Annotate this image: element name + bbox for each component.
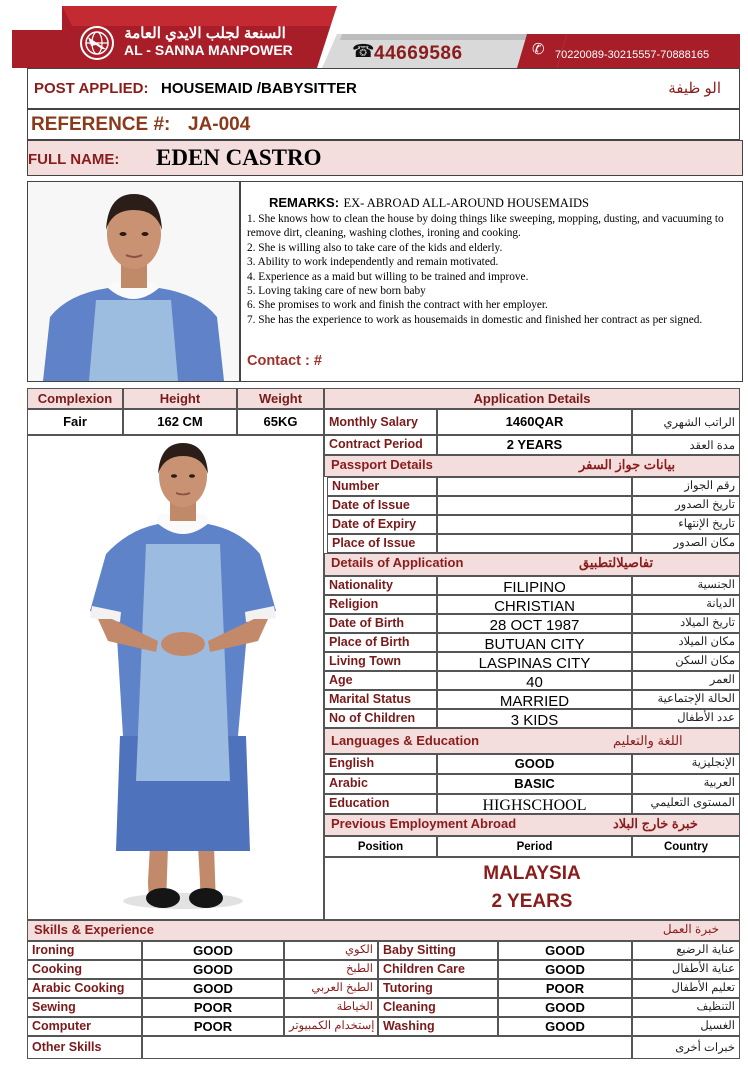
passport-expiry-value: [437, 515, 632, 534]
applicant-photo-headshot: [28, 182, 239, 381]
nationality-value: FILIPINO: [437, 576, 632, 595]
skill-children-care-label: Children Care: [378, 960, 498, 979]
passport-expiry-ar: تاريخ الإنتهاء: [632, 515, 740, 534]
employment-period-header: Period: [437, 836, 632, 857]
skill-computer-ar: إستخدام الكمبيوتر: [284, 1017, 378, 1036]
nationality-ar: الجنسية: [632, 576, 740, 595]
skill-babysitting-value: GOOD: [498, 941, 632, 960]
phone-icon: ☎: [352, 41, 375, 61]
skill-sewing-label: Sewing: [27, 998, 142, 1017]
reference-row: [27, 109, 740, 140]
salary-label: Monthly Salary: [324, 409, 437, 435]
skill-sewing-ar: الخياطة: [284, 998, 378, 1017]
passport-number-ar: رقم الجواز: [632, 477, 740, 496]
other-skills-label: Other Skills: [27, 1036, 142, 1059]
dob-ar: تاريخ الميلاد: [632, 614, 740, 633]
photo-frame-small: [27, 181, 240, 382]
pob-label: Place of Birth: [324, 633, 437, 652]
skill-arabic-cooking-label: Arabic Cooking: [27, 979, 142, 998]
weight-header: Weight: [237, 388, 324, 409]
remark-item: 7. She has the experience to work as housemaids in domestic and finished her contract as per signed.: [247, 313, 703, 326]
employment-period: 2 YEARS: [491, 891, 573, 912]
company-name-ar: السنعة لجلب الايدي العامة: [124, 25, 286, 42]
english-value: GOOD: [437, 754, 632, 774]
applicant-photo-fullbody: [28, 436, 323, 919]
skills-title: Skills & Experience: [34, 922, 154, 937]
employment-title: Previous Employment Abroad: [331, 816, 517, 831]
height-value: 162 CM: [123, 409, 237, 435]
passport-section-header: [324, 455, 740, 477]
living-town-value: LASPINAS CITY: [437, 652, 632, 671]
marital-ar: الحالة الإجتماعية: [632, 690, 740, 709]
employment-section-header: [324, 814, 740, 836]
skill-washing-value: GOOD: [498, 1017, 632, 1036]
education-value: HIGHSCHOOL: [437, 794, 632, 814]
contract-label: Contract Period: [324, 435, 437, 455]
employment-position-header: Position: [324, 836, 437, 857]
employment-country: MALAYSIA: [483, 863, 581, 884]
remark-item: 2. She is willing also to take care of the kids and elderly.: [247, 241, 503, 254]
skills-title-ar: خبرة العمل: [662, 922, 719, 936]
reference-value: JA-004: [188, 114, 251, 135]
age-ar: العمر: [632, 671, 740, 690]
skill-cooking-ar: الطبخ: [284, 960, 378, 979]
remark-item: 3. Ability to work independently and remain motivated.: [247, 256, 499, 269]
contract-label-ar: مدة العقد: [632, 435, 740, 455]
post-row: [27, 68, 740, 109]
religion-label: Religion: [324, 595, 437, 614]
skill-babysitting-ar: عناية الرضيع: [632, 941, 740, 960]
pob-value: BUTUAN CITY: [437, 633, 632, 652]
details-title: Details of Application: [331, 555, 464, 570]
passport-title: Passport Details: [331, 457, 433, 472]
skill-washing-ar: الغسيل: [632, 1017, 740, 1036]
arabic-label: Arabic: [324, 774, 437, 794]
religion-ar: الديانة: [632, 595, 740, 614]
globe-plane-icon: [82, 28, 112, 58]
complexion-value: Fair: [27, 409, 123, 435]
living-town-ar: مكان السكن: [632, 652, 740, 671]
remark-item: 1. She knows how to clean the house by doing things like sweeping, mopping, dusting, and vacuuming to remove dirt, cleaning, washing clothes, ironing and cooking.: [247, 213, 724, 240]
skill-ironing-label: Ironing: [27, 941, 142, 960]
skill-cleaning-value: GOOD: [498, 998, 632, 1017]
skill-children-care-value: GOOD: [498, 960, 632, 979]
remark-item: 4. Experience as a maid but willing to be trained and improve.: [247, 270, 529, 283]
full-name-value: EDEN CASTRO: [156, 145, 322, 170]
passport-expiry-label: Date of Expiry: [327, 515, 437, 534]
skills-section-header: [27, 920, 740, 941]
skill-ironing-ar: الكوي: [284, 941, 378, 960]
arabic-ar: العربية: [632, 774, 740, 794]
contract-value: 2 YEARS: [437, 435, 632, 455]
skill-arabic-cooking-ar: الطبخ العربي: [284, 979, 378, 998]
passport-issue-ar: تاريخ الصدور: [632, 496, 740, 515]
passport-issue-value: [437, 496, 632, 515]
photo-frame-full: [27, 435, 324, 920]
english-ar: الإنجليزية: [632, 754, 740, 774]
full-name-label: FULL NAME:: [28, 151, 120, 168]
other-skills-ar: خبرات أخرى: [632, 1036, 740, 1059]
employment-country-header: Country: [632, 836, 740, 857]
pob-ar: مكان الميلاد: [632, 633, 740, 652]
weight-value: 65KG: [237, 409, 324, 435]
skill-tutoring-value: POOR: [498, 979, 632, 998]
skill-arabic-cooking-value: GOOD: [142, 979, 284, 998]
employment-title-ar: خبرة خارج البلاد: [613, 816, 698, 831]
marital-label: Marital Status: [324, 690, 437, 709]
skill-cooking-value: GOOD: [142, 960, 284, 979]
english-label: English: [324, 754, 437, 774]
passport-number-value: [437, 477, 632, 496]
skill-computer-value: POOR: [142, 1017, 284, 1036]
remark-item: 5. Loving taking care of new born baby: [247, 285, 426, 298]
nationality-label: Nationality: [324, 576, 437, 595]
age-value: 40: [437, 671, 632, 690]
marital-value: MARRIED: [437, 690, 632, 709]
languages-section-header: [324, 728, 740, 754]
salary-label-ar: الراتب الشهري: [632, 409, 740, 435]
dob-label: Date of Birth: [324, 614, 437, 633]
salary-value: 1460QAR: [437, 409, 632, 435]
passport-title-ar: بيانات جواز السفر: [579, 457, 676, 472]
remarks-label: REMARKS:: [269, 195, 340, 210]
skill-computer-label: Computer: [27, 1017, 142, 1036]
company-name-en: AL - SANNA MANPOWER: [124, 42, 293, 58]
skill-cooking-label: Cooking: [27, 960, 142, 979]
skill-tutoring-label: Tutoring: [378, 979, 498, 998]
phone-number: 44669586: [374, 43, 463, 64]
mobile-icon: ✆: [532, 41, 545, 58]
post-label: POST APPLIED:: [34, 80, 149, 97]
skill-ironing-value: GOOD: [142, 941, 284, 960]
skill-children-care-ar: عناية الأطفال: [632, 960, 740, 979]
complexion-header: Complexion: [27, 388, 123, 409]
arabic-value: BASIC: [437, 774, 632, 794]
education-ar: المستوى التعليمي: [632, 794, 740, 814]
remarks-title: EX- ABROAD ALL-AROUND HOUSEMAIDS: [343, 196, 590, 210]
passport-issue-label: Date of Issue: [327, 496, 437, 515]
employment-entry: [324, 857, 740, 920]
company-logo: [80, 26, 114, 60]
religion-value: CHRISTIAN: [437, 595, 632, 614]
passport-place-ar: مكان الصدور: [632, 534, 740, 553]
education-label: Education: [324, 794, 437, 814]
passport-place-label: Place of Issue: [327, 534, 437, 553]
remarks-box: [240, 181, 743, 382]
remarks-heading: [269, 194, 589, 212]
skill-washing-label: Washing: [378, 1017, 498, 1036]
age-label: Age: [324, 671, 437, 690]
passport-number-label: Number: [327, 477, 437, 496]
languages-title-ar: اللغة والتعليم: [613, 733, 683, 748]
remark-item: 6. She promises to work and finish the contract with her employer.: [247, 299, 548, 312]
children-label: No of Children: [324, 709, 437, 728]
skill-cleaning-label: Cleaning: [378, 998, 498, 1017]
application-details-header: Application Details: [324, 388, 740, 409]
height-header: Height: [123, 388, 237, 409]
contact-label: Contact : #: [247, 353, 322, 369]
details-section-header: [324, 553, 740, 576]
full-name-row: [27, 140, 743, 176]
children-ar: عدد الأطفال: [632, 709, 740, 728]
mobile-numbers: 70220089-30215557-70888165: [555, 49, 710, 61]
skill-babysitting-label: Baby Sitting: [378, 941, 498, 960]
reference-label: REFERENCE #:: [31, 114, 171, 135]
skill-tutoring-ar: تعليم الأطفال: [632, 979, 740, 998]
other-skills-value: [142, 1036, 632, 1059]
header-banner: [12, 6, 740, 68]
living-town-label: Living Town: [324, 652, 437, 671]
post-label-ar: الو ظيفة: [668, 80, 721, 97]
skill-cleaning-ar: التنظيف: [632, 998, 740, 1017]
skill-sewing-value: POOR: [142, 998, 284, 1017]
dob-value: 28 OCT 1987: [437, 614, 632, 633]
details-title-ar: تفاصيلالتطبيق: [579, 555, 654, 570]
post-value: HOUSEMAID /BABYSITTER: [161, 80, 357, 97]
passport-place-value: [437, 534, 632, 553]
remarks-list: [247, 212, 725, 327]
children-value: 3 KIDS: [437, 709, 632, 728]
languages-title: Languages & Education: [331, 733, 480, 748]
